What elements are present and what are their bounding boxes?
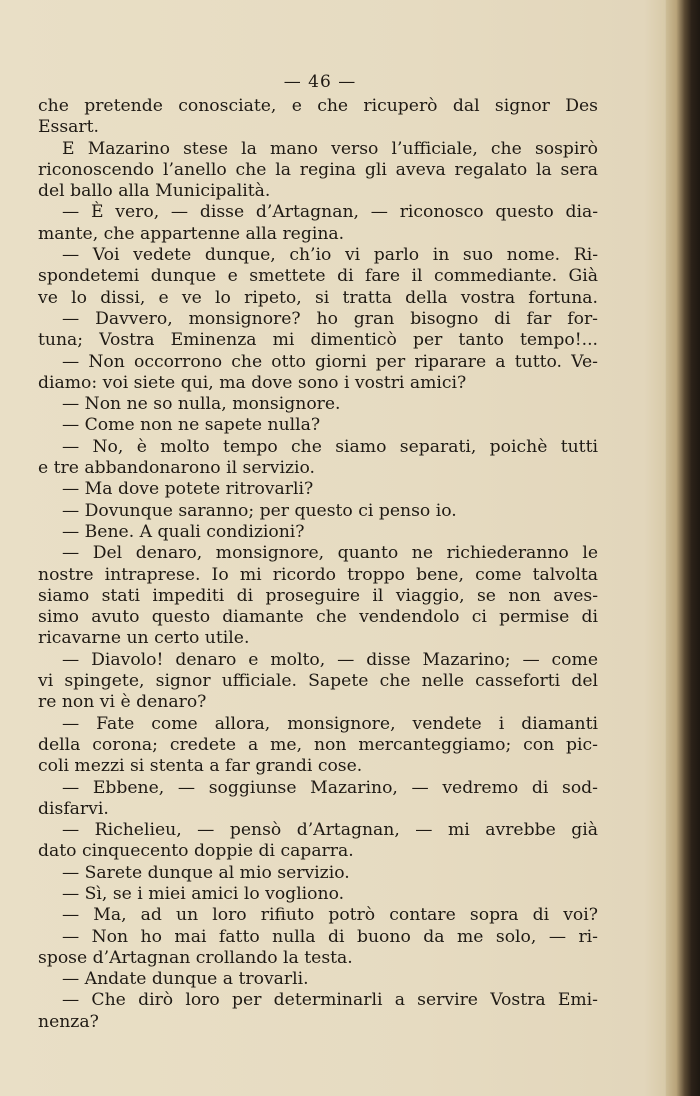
text-line: disfarvi.	[38, 798, 109, 819]
text-line: coli mezzi si stenta a far grandi cose.	[38, 756, 363, 777]
text-line: riconoscendo l’anello che la regina gli aveva regalato la sera	[38, 159, 598, 180]
text-line: simo avuto questo diamante che vendendolo ci permise di	[38, 607, 598, 628]
text-line: re non vi è denaro?	[38, 692, 207, 713]
text-line: mante, che appartenne alla regina.	[38, 223, 345, 244]
text-line: — Ma, ad un loro rifiuto potrò contare sopra di voi?	[62, 905, 598, 926]
text-line: — Sarete dunque al mio servizio.	[62, 862, 350, 883]
text-line: ve lo dissi, e ve lo ripeto, si tratta della vostra fortuna.	[38, 287, 598, 308]
text-line: spondetemi dunque e smettete di fare il commediante. Già	[38, 266, 598, 287]
page-number: — 46 —	[283, 72, 357, 92]
text-line: — Ebbene, — soggiunse Mazarino, — vedremo di sod-	[62, 777, 598, 798]
text-line: — Sì, se i miei amici lo vogliono.	[62, 883, 345, 904]
text-line: — Come non ne sapete nulla?	[62, 415, 321, 436]
text-line: nostre intraprese. Io mi ricordo troppo bene, come talvolta	[38, 564, 598, 585]
text-line: tuna; Vostra Eminenza mi dimenticò per tanto tempo!...	[38, 330, 598, 351]
text-line: — Non ho mai fatto nulla di buono da me solo, — ri-	[62, 926, 598, 947]
text-line: diamo: voi siete qui, ma dove sono i vostri amici?	[38, 372, 467, 393]
text-line: — Bene. A quali condizioni?	[62, 521, 305, 542]
text-line: — È vero, — disse d’Artagnan, — riconosco questo dia-	[62, 202, 598, 223]
text-line: spose d’Artagnan crollando la testa.	[38, 947, 353, 968]
text-line: — Che dirò loro per determinarli a servire Vostra Emi-	[62, 990, 598, 1011]
text-line: — Ma dove potete ritrovarli?	[62, 479, 314, 500]
text-line: nenza?	[38, 1011, 99, 1032]
text-line: che pretende conosciate, e che ricuperò dal signor Des	[38, 96, 598, 116]
text-line: — Richelieu, — pensò d’Artagnan, — mi avrebbe già	[62, 820, 598, 841]
text-line: vi spingete, signor ufficiale. Sapete che nelle casseforti del	[38, 671, 598, 692]
text-line: — Voi vedete dunque, ch’io vi parlo in suo nome. Ri-	[62, 245, 598, 266]
text-line: dato cinquecento doppie di caparra.	[38, 841, 354, 862]
text-line: — Davvero, monsignore? ho gran bisogno di far for-	[62, 308, 598, 329]
text-line: della corona; credete a me, non mercanteggiamo; con pic-	[38, 734, 598, 755]
text-line: del ballo alla Municipalità.	[38, 181, 271, 202]
page-text-block	[38, 96, 598, 1033]
text-line: siamo stati impediti di proseguire il viaggio, se non aves-	[38, 585, 598, 606]
text-line: — Diavolo! denaro e molto, — disse Mazarino; — come	[62, 649, 598, 670]
text-line: — Andate dunque a trovarli.	[62, 969, 309, 990]
text-line: — Del denaro, monsignore, quanto ne richiederanno le	[62, 543, 598, 564]
book-binding-edge	[666, 0, 700, 1096]
text-line: Essart.	[38, 117, 100, 138]
text-line: — Non occorrono che otto giorni per riparare a tutto. Ve-	[62, 351, 598, 372]
text-line: — Fate come allora, monsignore, vendete i diamanti	[62, 713, 598, 734]
text-line: — Dovunque saranno; per questo ci penso io.	[62, 500, 457, 521]
text-line: — No, è molto tempo che siamo separati, poichè tutti	[62, 436, 598, 457]
text-line: E Mazarino stese la mano verso l’ufficiale, che sospirò	[62, 138, 598, 159]
text-line: — Non ne so nulla, monsignore.	[62, 394, 341, 415]
text-line: e tre abbandonarono il servizio.	[38, 458, 316, 479]
text-line: ricavarne un certo utile.	[38, 628, 250, 649]
